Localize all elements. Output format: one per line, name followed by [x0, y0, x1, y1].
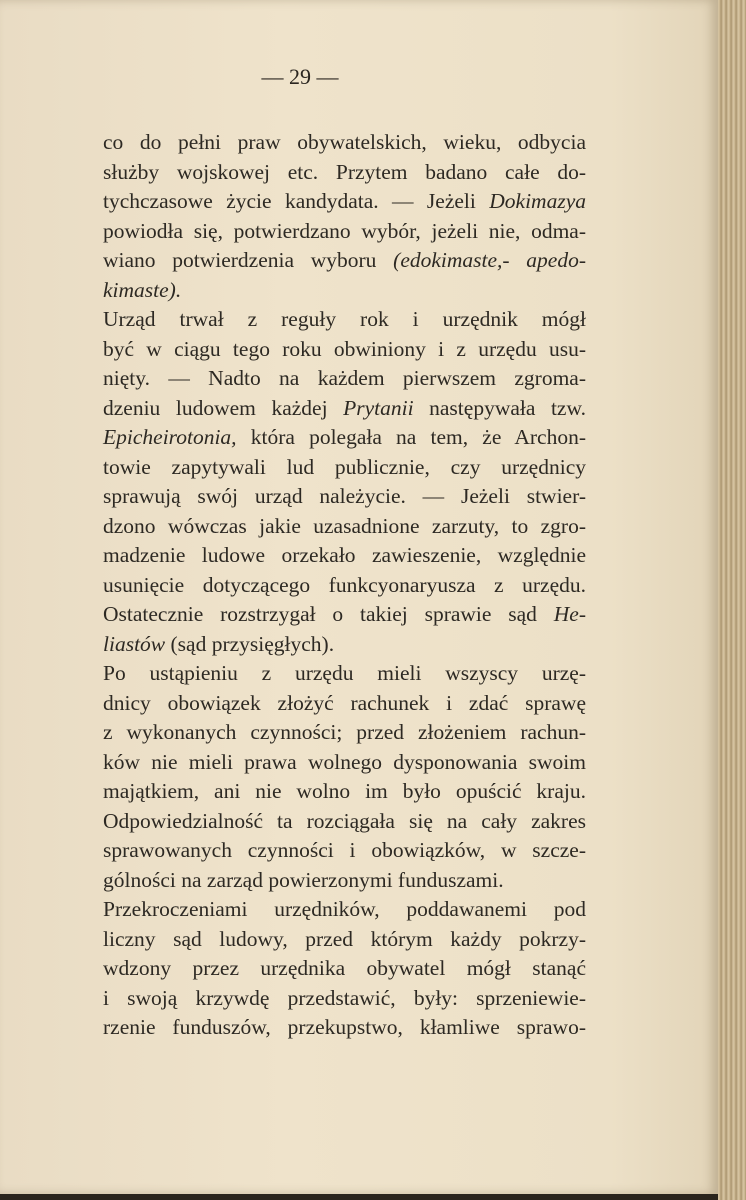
text-line: [103, 718, 586, 748]
italic-term: kimaste).: [103, 277, 182, 302]
body-text: [103, 128, 586, 1043]
text-run: liczny sąd ludowy, przed którym każdy pokrzy-: [103, 926, 586, 951]
text-line: [103, 895, 586, 925]
text-run: usunięcie dotyczącego funkcyonaryusza z urzędu.: [103, 572, 586, 597]
text-run: sprawują swój urząd należycie. — Jeżeli stwier-: [103, 484, 586, 508]
italic-term: (edokimaste,- apedo-: [393, 248, 586, 272]
text-run: służby wojskowej etc. Przytem badano całe do-: [103, 159, 586, 184]
text-line: [103, 748, 586, 778]
text-line: [103, 246, 586, 276]
text-line: [103, 394, 586, 424]
text-run: nięty. — Nadto na każdem pierwszem zgroma-: [103, 366, 586, 390]
text-run: Ostatecznie rozstrzygał o takiej sprawie sąd: [103, 602, 554, 626]
text-line: [103, 541, 586, 571]
text-line: [103, 453, 586, 483]
text-line: [103, 1013, 586, 1043]
text-line: [103, 128, 586, 158]
text-line: [103, 777, 586, 807]
text-run: powiodła się, potwierdzano wybór, jeżeli nie, odma-: [103, 218, 586, 243]
text-run: Po ustąpieniu z urzędu mieli wszyscy urzę-: [103, 661, 586, 685]
italic-term: Dokimazya: [489, 189, 586, 213]
text-line: [103, 600, 586, 630]
text-run: wdzony przez urzędnika obywatel mógł stanąć: [103, 956, 586, 980]
text-run: Odpowiedzialność ta rozciągała się na cały zakres: [103, 808, 586, 833]
text-line: [103, 571, 586, 601]
text-run: majątkiem, ani nie wolno im było opuścić kraju.: [103, 779, 586, 803]
italic-term: Prytanii: [343, 395, 414, 420]
text-run: i swoją krzywdę przedstawić, były: sprzeniewie-: [103, 985, 586, 1010]
text-line: [103, 482, 586, 512]
text-line: [103, 217, 586, 247]
text-run: wiano potwierdzenia wyboru: [103, 248, 394, 272]
text-run: która polegała na tem, że Archon-: [236, 425, 586, 449]
text-run: dzeniu ludowem każdej: [103, 395, 344, 420]
text-line: [103, 423, 586, 453]
text-line: [103, 689, 586, 719]
text-line: [103, 954, 586, 984]
text-run: być w ciągu tego roku obwiniony i z urzędu usu-: [103, 336, 586, 361]
text-run: madzenie ludowe orzekało zawieszenie, względnie: [103, 543, 586, 567]
text-run: następywała tzw.: [413, 395, 586, 420]
text-run: rzenie funduszów, przekupstwo, kłamliwe sprawo-: [103, 1015, 586, 1039]
text-run: Urząd trwał z reguły rok i urzędnik mógł: [103, 307, 586, 331]
text-line: [103, 276, 586, 306]
italic-term: Epicheirotonia,: [103, 425, 237, 449]
text-run: (sąd przysięgłych).: [165, 631, 335, 656]
text-line: [103, 836, 586, 866]
text-run: ków nie mieli prawa wolnego dysponowania swoim: [103, 749, 586, 774]
italic-term: liastów: [103, 631, 166, 656]
text-line: [103, 984, 586, 1014]
text-run: co do pełni praw obywatelskich, wieku, odbycia: [103, 130, 586, 154]
text-run: gólności na zarząd powierzonymi funduszami.: [103, 867, 504, 892]
text-run: tychczasowe życie kandydata. — Jeżeli: [103, 189, 490, 213]
italic-term: He-: [553, 602, 586, 626]
text-line: [103, 364, 586, 394]
text-line: [103, 305, 586, 335]
page-number: — 29 —: [261, 64, 339, 89]
text-line: [103, 158, 586, 188]
page-edges: [718, 0, 746, 1200]
text-run: z wykonanych czynności; przed złożeniem rachun-: [103, 720, 586, 744]
text-line: [103, 630, 586, 660]
text-run: dzono wówczas jakie uzasadnione zarzuty, to zgro-: [103, 513, 586, 538]
text-line: [103, 925, 586, 955]
text-line: [103, 335, 586, 365]
text-line: [103, 866, 586, 896]
text-run: sprawowanych czynności i obowiązków, w szcze-: [103, 838, 586, 862]
text-run: towie zapytywali lud publicznie, czy urzędnicy: [103, 454, 586, 479]
text-run: dnicy obowiązek złożyć rachunek i zdać sprawę: [103, 690, 586, 715]
text-line: [103, 807, 586, 837]
text-line: [103, 659, 586, 689]
text-line: [103, 187, 586, 217]
text-run: Przekroczeniami urzędników, poddawanemi pod: [103, 897, 586, 921]
text-line: [103, 512, 586, 542]
